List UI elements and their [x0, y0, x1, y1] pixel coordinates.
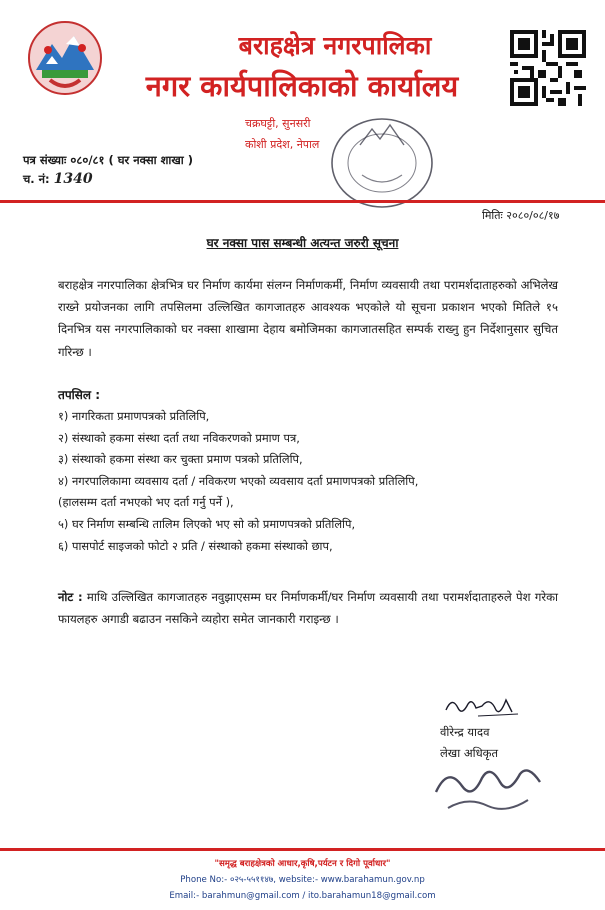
date-value: २०८०/०८/१७ — [506, 209, 560, 222]
list-item: ३) संस्थाको हकमा संस्था कर चुक्ता प्रमाण पत्रको प्रतिलिपि, — [58, 452, 303, 467]
notice-body: बराहक्षेत्र नगरपालिका क्षेत्रभित्र घर निर्माण कार्यमा संलग्न निर्माणकर्मी, निर्माण व्यवसायी तथा परामर्शदाताहरुको अभिलेख राख्ने प्रयोजनका लागि तपसिलमा उल्लिखित कागजातहरु आवश्यक भएकोले यो सूचना प्रकाशन भएको मितिले १५ दिनभित्र यस नगरपालिकाको घर नक्सा शाखामा देहाय बमोजिमका कागजातसहित सम्पर्क राख्नु हुन निर्देशानुसार सुचित गरिन्छ । — [58, 278, 558, 359]
list-item: १) नागरिकता प्रमाणपत्रको प्रतिलिपि, — [58, 409, 210, 423]
details-heading: तपसिल : — [58, 388, 100, 402]
address-district: चक्रघट्टी, सुनसरी — [245, 117, 311, 130]
municipality-name: बराहक्षेत्र नगरपालिका — [238, 31, 432, 60]
note-label: नोट : — [58, 590, 83, 604]
note-paragraph — [58, 586, 558, 630]
office-name: नगर कार्यपालिकाको कार्यालय — [145, 69, 459, 103]
handwritten-signature — [440, 690, 525, 720]
footer-email: Email:- barahmun@gmail.com / ito.barahamun18@gmail.com — [169, 891, 436, 901]
notice-subject: घर नक्सा पास सम्बन्धी अत्यन्त जरुरी सूचना — [206, 236, 399, 250]
list-item: ६) पासपोर्ट साइजको फोटो २ प्रति / संस्थाको हकमा संस्थाको छाप, — [58, 538, 333, 553]
nepal-emblem-logo — [22, 18, 108, 102]
signatory-designation: लेखा अधिकृत — [440, 746, 499, 760]
office-round-stamp — [320, 105, 445, 215]
signatory-name: वीरेन्द्र यादव — [440, 725, 490, 739]
dispatch-number-label: च. नं: — [23, 172, 50, 186]
date-label: मितिः — [482, 209, 503, 222]
reference-number-row — [23, 151, 193, 170]
list-item: २) संस्थाको हकमा संस्था दर्ता तथा नविकरणको प्रमाण पत्र, — [58, 430, 300, 445]
list-item: (हालसम्म दर्ता नभएको भए दर्ता गर्नु पर्ने ), — [58, 495, 234, 510]
header-divider — [0, 200, 605, 203]
name-stamp-impression — [428, 752, 558, 818]
reference-number-label: पत्र संख्याः — [23, 153, 67, 167]
qr-code — [510, 30, 586, 106]
footer-divider — [0, 848, 605, 851]
list-item: ५) घर निर्माण सम्बन्धि तालिम लिएको भए सो को प्रमाणपत्रको प्रतिलिपि, — [58, 516, 356, 531]
footer-motto: "समृद्ध बराहक्षेत्रको आधार,कृषि,पर्यटन र दिगो पूर्वाधार" — [214, 859, 391, 869]
footer — [0, 856, 605, 904]
letter-reference-block — [23, 151, 193, 189]
address-province: कोशी प्रदेश, नेपाल — [245, 138, 320, 151]
office-address — [245, 113, 319, 155]
reference-number-value: ०८०/८१ ( घर नक्सा शाखा ) — [70, 153, 194, 167]
note-text: माथि उल्लिखित कागजातहरु नवुझाएसम्म घर निर्माणकर्मी/घर निर्माण व्यवसायी तथा परामर्शदाताहरुले पेश गरेका फायलहरु अगाडी बढाउन नसकिने व्यहोरा समेत जानकारी गराइन्छ । — [58, 590, 559, 626]
list-item: ४) नगरपालिकामा व्यवसाय दर्ता / नविकरण भएको व्यवसाय दर्ता प्रमाणपत्रको प्रतिलिपि, — [58, 473, 419, 488]
dispatch-number-value: 1340 — [53, 171, 93, 187]
footer-phone-website: Phone No:- ०२५-५५११४७, website:- www.barahamun.gov.np — [180, 875, 425, 885]
dispatch-number-row — [23, 170, 193, 189]
letter-date — [482, 208, 559, 223]
details-list — [58, 406, 558, 557]
